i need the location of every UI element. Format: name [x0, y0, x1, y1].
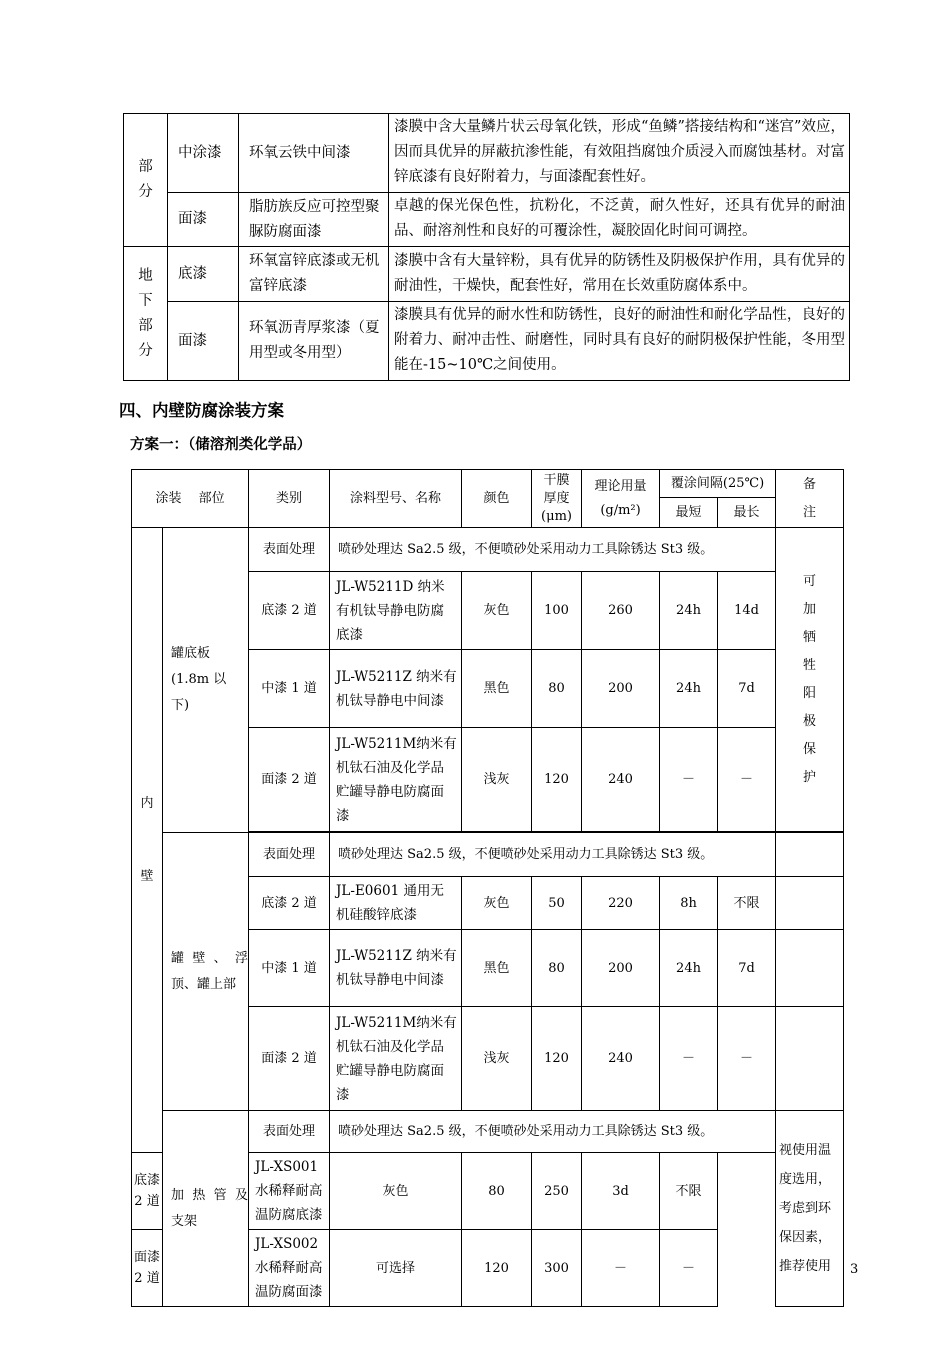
interval-max: 不限: [718, 877, 776, 930]
interval-min: 3d: [582, 1153, 660, 1230]
usage: 200: [582, 930, 660, 1007]
page-number: 3: [850, 1262, 859, 1277]
paint-name: JL-E0601 通用无机硅酸锌底漆: [330, 877, 462, 930]
usage: 260: [582, 572, 660, 650]
coat-name: 环氧富锌底漆或无机富锌底漆: [239, 247, 389, 302]
coat-name: 脂肪族反应可控型聚脲防腐面漆: [239, 193, 389, 247]
header-usage: 理论用量 (g/m²): [582, 470, 660, 528]
coat-name: 环氧云铁中间漆: [239, 114, 389, 193]
part-tank-bottom: 罐底板 (1.8m 以 下): [163, 528, 249, 833]
usage: 200: [582, 650, 660, 728]
interval-min: 8h: [660, 877, 718, 930]
table-row: [124, 193, 850, 247]
paint-name: JL-W5211M纳米有机钛石油及化学品贮罐导静电防腐面漆: [330, 1007, 462, 1111]
color: 灰色: [330, 1153, 462, 1230]
table-row: [124, 302, 850, 381]
coat-description: 漆膜具有优异的耐水性和防锈性，良好的耐油性和耐化学品性，良好的附着力、耐冲击性、耐磨性，同时具有良好的耐阴极保护性能，冬用型能在-15~10℃之间使用。: [389, 302, 850, 381]
category: 表面处理: [249, 833, 330, 877]
remark: 可 加 牺 牲 阳 极 保 护: [776, 528, 844, 832]
inner-wall-label: 内 壁: [132, 528, 163, 1153]
interval-min: －: [660, 1007, 718, 1111]
surface-treatment: 喷砂处理达 Sa2.5 级，不便喷砂处采用动力工具除锈达 St3 级。: [330, 833, 776, 877]
thickness: 80: [532, 650, 582, 728]
color: 浅灰: [462, 1007, 532, 1111]
interval-max: －: [718, 728, 776, 832]
category: 中漆 1 道: [249, 930, 330, 1007]
header-category: 类别: [249, 470, 330, 528]
group-label: 部分: [124, 114, 168, 247]
surface-treatment: 喷砂处理达 Sa2.5 级，不便喷砂处采用动力工具除锈达 St3 级。: [330, 528, 776, 572]
thickness: 100: [532, 572, 582, 650]
paint-name: JL-W5211M纳米有机钛石油及化学品贮罐导静电防腐面漆: [330, 728, 462, 832]
remark: [776, 930, 844, 1007]
paint-name: JL-XS002 水稀释耐高温防腐面漆: [249, 1230, 330, 1307]
coat-type: 面漆: [168, 193, 239, 247]
thickness: 80: [532, 930, 582, 1007]
color: 可选择: [330, 1230, 462, 1307]
thickness: 120: [532, 728, 582, 832]
thickness: 120: [462, 1230, 532, 1307]
coat-type: 中涂漆: [168, 114, 239, 193]
coat-description: 漆膜中含有大量锌粉，具有优异的防锈性及阴极保护作用，具有优异的耐油性，干燥快，配套性好，常用在长效重防腐体系中。: [389, 247, 850, 302]
header-max: 最长: [718, 498, 776, 528]
table-row: [132, 833, 844, 877]
color: 灰色: [462, 572, 532, 650]
usage: 250: [532, 1153, 582, 1230]
category: 底漆 2 道: [132, 1153, 163, 1230]
remark: [776, 877, 844, 930]
surface-treatment: 喷砂处理达 Sa2.5 级，不便喷砂处采用动力工具除锈达 St3 级。: [330, 1111, 776, 1153]
interval-min: 24h: [660, 572, 718, 650]
interval-min: 24h: [660, 930, 718, 1007]
table-row: [132, 528, 844, 572]
category: 面漆 2 道: [249, 1007, 330, 1111]
color: 浅灰: [462, 728, 532, 832]
category: 面漆 2 道: [132, 1230, 163, 1307]
interval-min: 24h: [660, 650, 718, 728]
interval-max: －: [718, 1007, 776, 1111]
header-part: 涂装 部位: [132, 470, 249, 528]
plan-title: 方案一：（储溶剂类化学品）: [130, 437, 312, 453]
interval-min: －: [582, 1230, 660, 1307]
color: 灰色: [462, 877, 532, 930]
table-row: [132, 1111, 844, 1153]
top-coating-table: [123, 113, 850, 381]
table-row: [124, 247, 850, 302]
category: 面漆 2 道: [249, 728, 330, 832]
remark: [776, 833, 844, 877]
header-color: 颜色: [462, 470, 532, 528]
paint-name: JL-W5211Z 纳米有机钛导静电中间漆: [330, 930, 462, 1007]
category: 表面处理: [249, 528, 330, 572]
thickness: 80: [462, 1153, 532, 1230]
header-paint: 涂料型号、名称: [330, 470, 462, 528]
category: 底漆 2 道: [249, 877, 330, 930]
remark: 视使用温 度选用， 考虑到环 保因素， 推荐使用: [776, 1111, 844, 1307]
coat-name: 环氧沥青厚浆漆（夏用型或冬用型）: [239, 302, 389, 381]
header-interval: 覆涂间隔(25℃): [660, 470, 776, 498]
table-row: [124, 114, 850, 193]
interval-max: 7d: [718, 650, 776, 728]
thickness: 120: [532, 1007, 582, 1111]
usage: 300: [532, 1230, 582, 1307]
coat-description: 卓越的保光保色性，抗粉化，不泛黄，耐久性好，还具有优异的耐油品、耐溶剂性和良好的可覆涂性，凝胶固化时间可调控。: [389, 193, 850, 247]
coat-type: 面漆: [168, 302, 239, 381]
remark: [776, 1007, 844, 1111]
usage: 240: [582, 728, 660, 832]
color: 黑色: [462, 930, 532, 1007]
part-heating-pipe: 加 热 管 及 支架: [163, 1111, 249, 1307]
interval-max: 不限: [660, 1153, 718, 1230]
paint-name: JL-W5211D 纳米有机钛导静电防腐底漆: [330, 572, 462, 650]
thickness: 50: [532, 877, 582, 930]
color: 黑色: [462, 650, 532, 728]
category: 底漆 2 道: [249, 572, 330, 650]
part-tank-wall: 罐 壁 、 浮 顶、罐上部: [163, 833, 249, 1111]
coat-description: 漆膜中含大量鳞片状云母氧化铁，形成“鱼鳞”搭接结构和“迷宫”效应，因而具优异的屏蔽抗渗性能，有效阻挡腐蚀介质浸入而腐蚀基材。对富锌底漆有良好附着力，与面漆配套性好。: [389, 114, 850, 193]
group-label: 地下部分: [124, 247, 168, 381]
paint-name: JL-W5211Z 纳米有机钛导静电中间漆: [330, 650, 462, 728]
interval-min: －: [660, 728, 718, 832]
usage: 220: [582, 877, 660, 930]
category: 中漆 1 道: [249, 650, 330, 728]
interval-max: 7d: [718, 930, 776, 1007]
interval-max: 14d: [718, 572, 776, 650]
paint-name: JL-XS001 水稀释耐高温防腐底漆: [249, 1153, 330, 1230]
header-thickness: 干膜 厚度 (μm): [532, 470, 582, 528]
category: 表面处理: [249, 1111, 330, 1153]
coat-type: 底漆: [168, 247, 239, 302]
header-row: [132, 470, 844, 498]
interval-max: －: [660, 1230, 718, 1307]
header-remark: 备 注: [776, 470, 844, 528]
header-min: 最短: [660, 498, 718, 528]
inner-wall-coating-table: [131, 469, 844, 1307]
section-title: 四、内壁防腐涂装方案: [119, 401, 284, 420]
usage: 240: [582, 1007, 660, 1111]
